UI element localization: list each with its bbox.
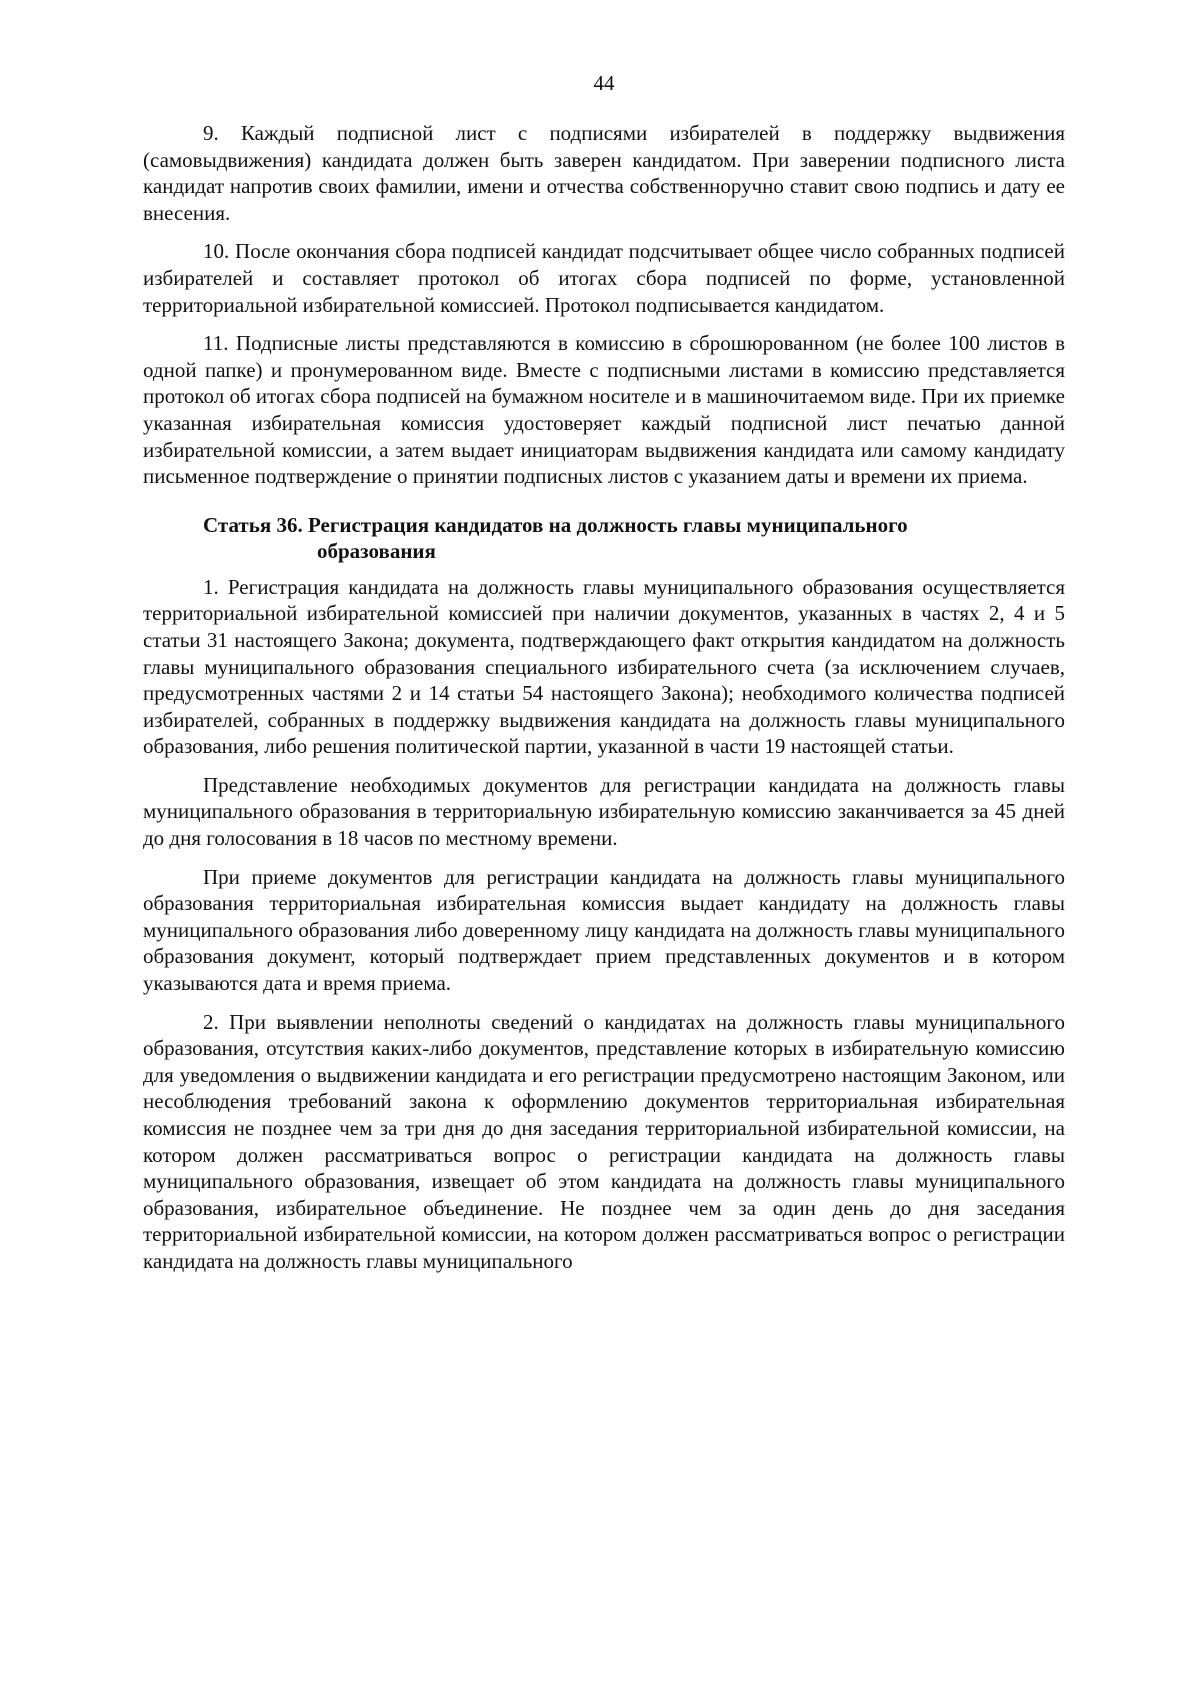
page-number: 44 [593, 71, 615, 95]
document-page [143, 70, 1065, 1287]
article-heading [143, 512, 1065, 564]
paragraph-item-9: 9. Каждый подписной лист с подписями избирателей в поддержку выдвижения (самовыдвижения) кандидата должен быть заверен кандидатом. При заверении подписного листа кандидат напротив своих фамилии, имени и отчества собственноручно ставит свою подпись и дату ее внесения. [143, 121, 1065, 225]
paragraph-article36-part2: 2. При выявлении неполноты сведений о кандидатах на должность главы муниципального образования, отсутствия каких-либо документов, представление которых в избирательную комиссию для уведомления о выдвижении кандидата и его регистрации предусмотрено настоящим Законом, или несоблюдения требований закона к оформлению документов территориальная избирательная комиссия не позднее чем за три дня до дня заседания территориальной избирательной комиссии, на котором должен рассматриваться вопрос о регистрации кандидата на должность главы муниципального образования, извещает об этом кандидата на должность главы муниципального образования, избирательное объединение. Не позднее чем за один день до дня заседания территориальной избирательной комиссии, на котором должен рассматриваться вопрос о регистрации кандидата на должность главы муниципального [143, 1009, 1065, 1273]
paragraph-article36-receipt: При приеме документов для регистрации кандидата на должность главы муниципального образования территориальная избирательная комиссия выдает кандидату на должность главы муниципального образования либо доверенному лицу кандидата на должность главы муниципального образования документ, который подтверждает прием представленных документов и в котором указываются дата и время приема. [143, 864, 1065, 996]
paragraph-item-10: 10. После окончания сбора подписей кандидат подсчитывает общее число собранных подписей избирателей и составляет протокол об итогах сбора подписей по форме, установленной территориальной избирательной комиссией. Протокол подписывается кандидатом. [143, 239, 1065, 317]
article-heading-line2: образования [317, 538, 436, 563]
paragraph-article36-part1: 1. Регистрация кандидата на должность главы муниципального образования осуществляется территориальной избирательной комиссией при наличии документов, указанных в частях 2, 4 и 5 статьи 31 настоящего Закона; документа, подтверждающего факт открытия кандидатом на должность главы муниципального образования специального избирательного счета (за исключением случаев, предусмотренных частями 2 и 14 статьи 54 настоящего Закона); необходимого количества подписей избирателей, собранных в поддержку выдвижения кандидата на должность главы муниципального образования, либо решения политической партии, указанной в части 19 настоящей статьи. [143, 574, 1065, 759]
article-heading-line1: Статья 36. Регистрация кандидатов на должность главы муниципального [203, 512, 908, 537]
paragraph-article36-deadline: Представление необходимых документов для регистрации кандидата на должность главы муниципального образования в территориальную избирательную комиссию заканчивается за 45 дней до дня голосования в 18 часов по местному времени. [143, 772, 1065, 851]
paragraph-item-11: 11. Подписные листы представляются в комиссию в сброшюрованном (не более 100 листов в одной папке) и пронумерованном виде. Вместе с подписными листами в комиссию представляется протокол об итогах сбора подписей на бумажном носителе и в машиночитаемом виде. При их приемке указанная избирательная комиссия удостоверяет каждый подписной лист печатью данной избирательной комиссии, а затем выдает инициаторам выдвижения кандидата или самому кандидату письменное подтверждение о принятии подписных листов с указанием даты и времени их приема. [143, 331, 1065, 489]
